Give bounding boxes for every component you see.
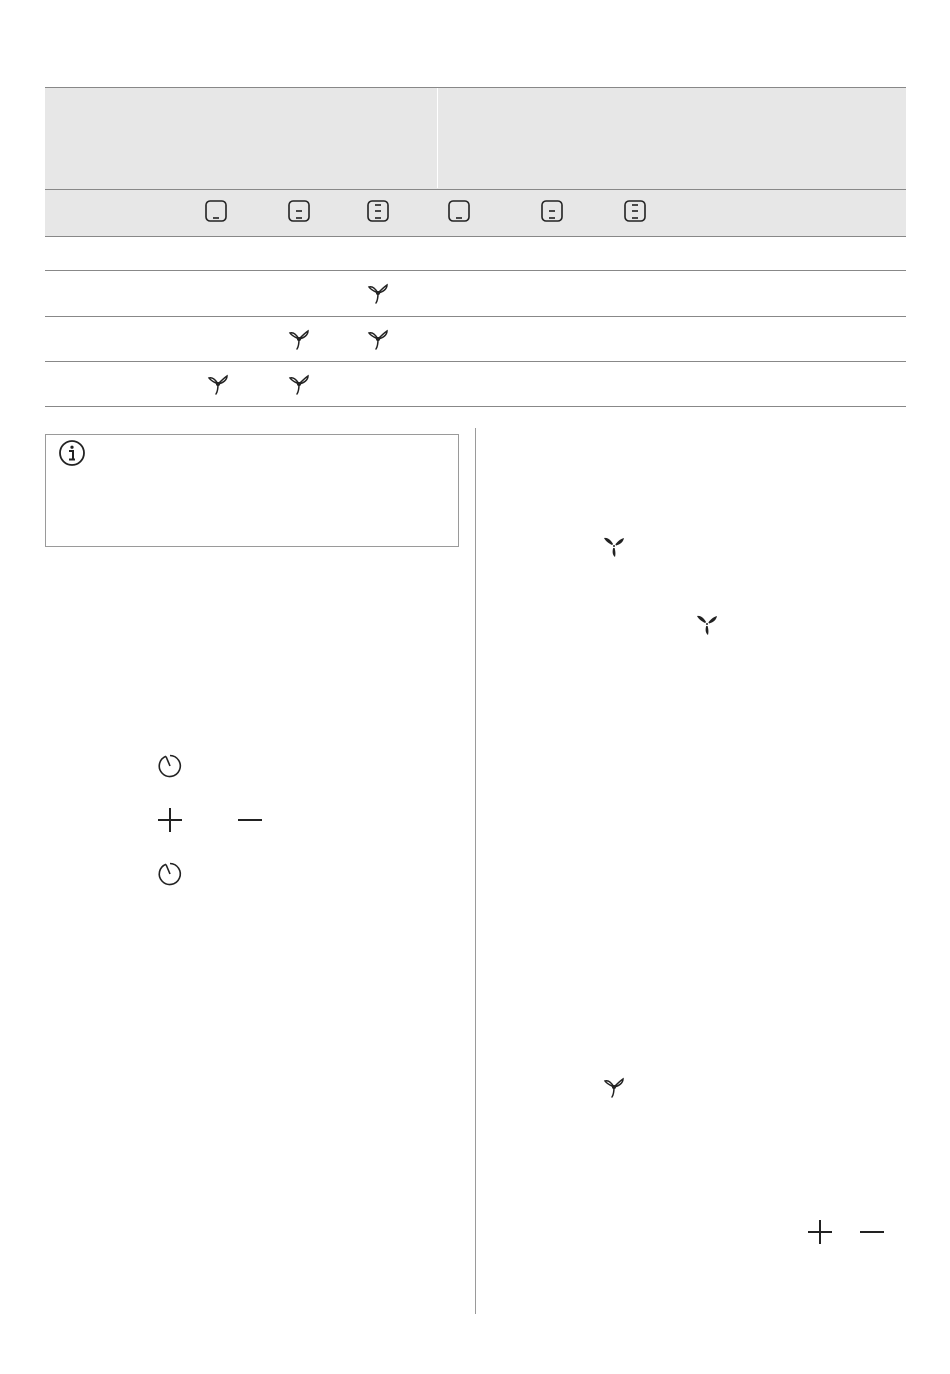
- table-row-divider: [45, 316, 906, 317]
- hood-position-high-icon: [623, 199, 647, 223]
- table-bottom-rule: [45, 406, 906, 407]
- fan-icon: [366, 327, 390, 351]
- fan-solid-icon: [601, 533, 627, 559]
- table-header: [45, 87, 906, 190]
- fan-solid-icon: [694, 611, 720, 637]
- hood-position-mid-icon: [540, 199, 564, 223]
- minus-icon: [858, 1218, 886, 1246]
- timer-icon: [157, 753, 183, 779]
- table-row-divider: [45, 270, 906, 271]
- fan-icon: [602, 1075, 626, 1099]
- plus-icon: [156, 806, 184, 834]
- info-icon: [58, 439, 86, 467]
- minus-icon: [236, 806, 264, 834]
- column-divider: [475, 428, 476, 1314]
- hood-position-high-icon: [366, 199, 390, 223]
- timer-icon: [157, 861, 183, 887]
- fan-icon: [206, 372, 230, 396]
- hood-position-low-icon: [204, 199, 228, 223]
- fan-icon: [287, 372, 311, 396]
- info-note-box: [45, 434, 459, 547]
- fan-icon: [287, 327, 311, 351]
- hood-position-low-icon: [447, 199, 471, 223]
- table-row-divider: [45, 361, 906, 362]
- plus-icon: [806, 1218, 834, 1246]
- table-subheader: [45, 189, 906, 237]
- fan-icon: [366, 281, 390, 305]
- hood-position-mid-icon: [287, 199, 311, 223]
- header-column-divider: [437, 88, 438, 188]
